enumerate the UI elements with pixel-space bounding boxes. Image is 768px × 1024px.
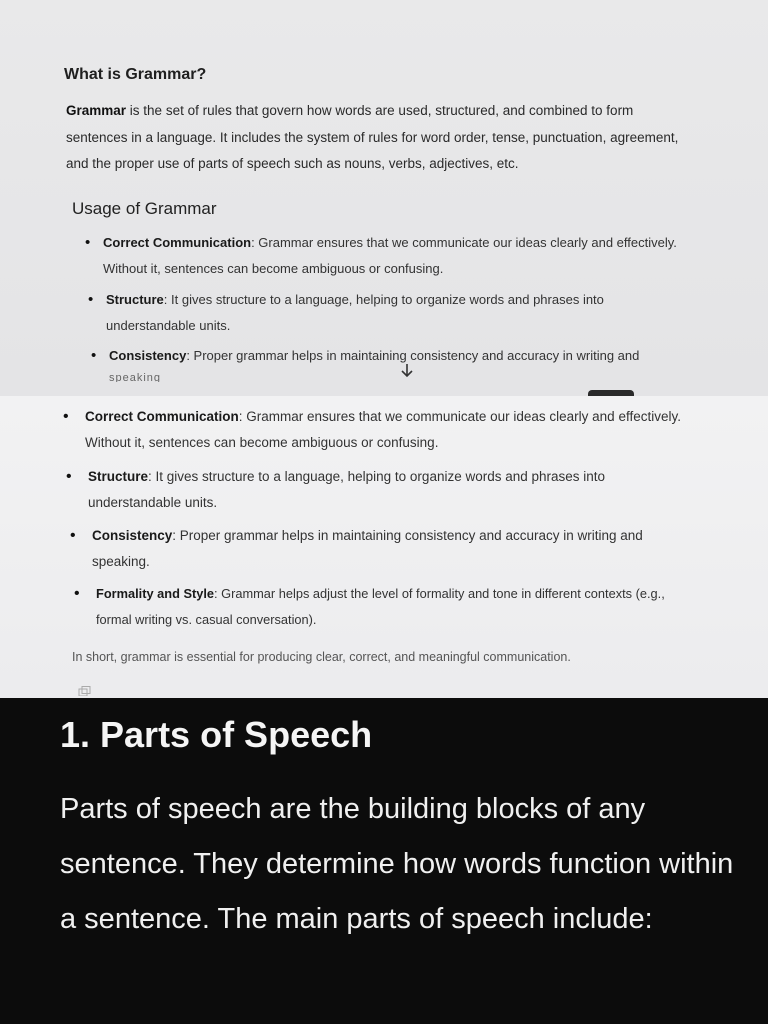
summary-text: In short, grammar is essential for producing clear, correct, and meaningful communication. bbox=[72, 650, 571, 664]
intro-term: Grammar bbox=[66, 103, 127, 118]
intro-line-1: Grammar is the set of rules that govern how words are used, structured, and combined to form bbox=[66, 103, 634, 118]
list-item: • Structure: It gives structure to a language, helping to organize words and phrases into understandable units. bbox=[106, 287, 736, 338]
list-item: • Structure: It gives structure to a language, helping to organize words and phrases into understandable units. bbox=[88, 464, 748, 516]
list-item: • Consistency: Proper grammar helps in maintaining consistency and accuracy in writing and bbox=[109, 343, 739, 369]
bullet-dot: • bbox=[88, 291, 94, 308]
copy-icon[interactable] bbox=[78, 686, 92, 696]
parts-of-speech-panel bbox=[0, 698, 768, 1024]
cut-off-line: speaking bbox=[109, 372, 162, 382]
list-item: • Consistency: Proper grammar helps in maintaining consistency and accuracy in writing and speaking. bbox=[92, 523, 752, 575]
top-screenshot-panel bbox=[0, 0, 768, 396]
bullet-dot: • bbox=[74, 585, 80, 602]
list-item: • Formality and Style: Grammar helps adjust the level of formality and tone in different contexts (e.g., formal writing vs. casual conversation). bbox=[96, 581, 756, 633]
list-item: • Correct Communication: Grammar ensures that we communicate our ideas clearly and effectively. Without it, sentences can become ambiguous or confusing. bbox=[103, 230, 733, 281]
bullet-dot: • bbox=[66, 468, 72, 485]
intro-line-2: sentences in a language. It includes the system of rules for word order, tense, punctuation, agreement, bbox=[66, 129, 679, 145]
middle-screenshot-panel bbox=[0, 396, 768, 698]
parts-of-speech-paragraph: Parts of speech are the building blocks of any sentence. They determine how words function within a sentence. The main parts of speech include: bbox=[60, 793, 734, 935]
usage-heading: Usage of Grammar bbox=[72, 199, 217, 218]
bullet-dot: • bbox=[91, 347, 97, 364]
bullet-dot: • bbox=[85, 234, 91, 251]
list-item: • Correct Communication: Grammar ensures that we communicate our ideas clearly and effectively. Without it, sentences can become ambiguous or confusing. bbox=[85, 404, 745, 456]
section-heading-what-is-grammar: What is Grammar? bbox=[64, 66, 207, 83]
bullet-dot: • bbox=[70, 527, 76, 544]
intro-line-3: and the proper use of parts of speech such as nouns, verbs, adjectives, etc. bbox=[66, 156, 519, 171]
parts-of-speech-title: 1. Parts of Speech bbox=[60, 714, 373, 755]
intro-paragraph bbox=[66, 98, 746, 178]
bullet-dot: • bbox=[63, 408, 69, 425]
scroll-down-arrow-icon[interactable] bbox=[398, 362, 416, 380]
